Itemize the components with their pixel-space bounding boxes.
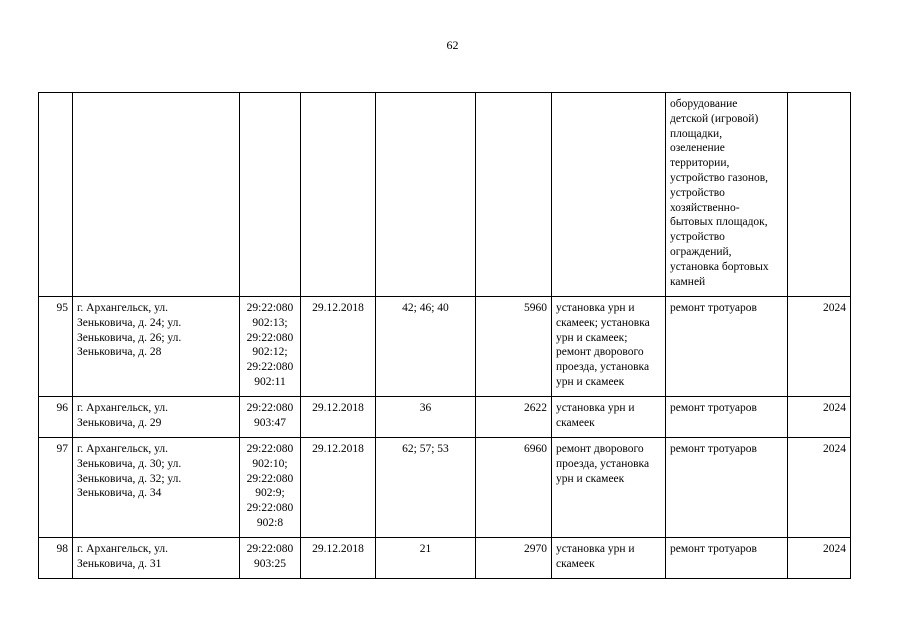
cell-num: 98 (39, 538, 73, 579)
table-row (39, 397, 851, 438)
continuation-row (39, 93, 851, 297)
page-number: 62 (446, 38, 459, 52)
cell-address (73, 93, 240, 297)
cell-additional-works: ремонт тротуаров (666, 397, 788, 438)
cell-square: 2622 (476, 397, 552, 438)
improvement-register-table (38, 92, 851, 579)
cell-address: г. Архангельск, ул. Зеньковича, д. 30; ул. Зеньковича, д. 32; ул. Зеньковича, д. 34 (73, 438, 240, 538)
cell-square: 5960 (476, 297, 552, 397)
cell-area: 62; 57; 53 (376, 438, 476, 538)
cell-num: 96 (39, 397, 73, 438)
cell-cadastral: 29:22:080 903:25 (240, 538, 301, 579)
cell-address: г. Архангельск, ул. Зеньковича, д. 24; ул. Зеньковича, д. 26; ул. Зеньковича, д. 28 (73, 297, 240, 397)
cell-date (301, 93, 376, 297)
cell-address: г. Архангельск, ул. Зеньковича, д. 31 (73, 538, 240, 579)
cell-cadastral: 29:22:080 903:47 (240, 397, 301, 438)
cell-square: 2970 (476, 538, 552, 579)
cell-cadastral (240, 93, 301, 297)
cell-square: 6960 (476, 438, 552, 538)
cell-date: 29.12.2018 (301, 438, 376, 538)
table-row (39, 297, 851, 397)
cell-minimal-works: установка урн и скамеек (552, 397, 666, 438)
cell-date: 29.12.2018 (301, 297, 376, 397)
cell-square (476, 93, 552, 297)
cell-num: 97 (39, 438, 73, 538)
cell-minimal-works: ремонт дворового проезда, установка урн и скамеек (552, 438, 666, 538)
cell-additional-works: ремонт тротуаров (666, 297, 788, 397)
cell-num (39, 93, 73, 297)
cell-area (376, 93, 476, 297)
cell-year: 2024 (788, 397, 851, 438)
cell-additional-works: ремонт тротуаров (666, 438, 788, 538)
cell-year: 2024 (788, 297, 851, 397)
cell-additional-works: ремонт тротуаров (666, 538, 788, 579)
cell-additional-works: оборудование детской (игровой) площадки, озеленение территории, устройство газонов, устройство хозяйственно- бытовых площадок, устройство ограждений, установка бортовых камней (666, 93, 788, 297)
cell-minimal-works: установка урн и скамеек (552, 538, 666, 579)
cell-year (788, 93, 851, 297)
cell-minimal-works: установка урн и скамеек; установка урн и скамеек; ремонт дворового проезда, установка урн и скамеек (552, 297, 666, 397)
cell-year: 2024 (788, 538, 851, 579)
cell-area: 21 (376, 538, 476, 579)
table-row (39, 438, 851, 538)
cell-date: 29.12.2018 (301, 397, 376, 438)
cell-minimal-works (552, 93, 666, 297)
cell-area: 36 (376, 397, 476, 438)
cell-cadastral: 29:22:080 902:10; 29:22:080 902:9; 29:22:080 902:8 (240, 438, 301, 538)
cell-area: 42; 46; 40 (376, 297, 476, 397)
cell-address: г. Архангельск, ул. Зеньковича, д. 29 (73, 397, 240, 438)
table-row (39, 538, 851, 579)
cell-year: 2024 (788, 438, 851, 538)
cell-cadastral: 29:22:080 902:13; 29:22:080 902:12; 29:22:080 902:11 (240, 297, 301, 397)
cell-date: 29.12.2018 (301, 538, 376, 579)
cell-num: 95 (39, 297, 73, 397)
